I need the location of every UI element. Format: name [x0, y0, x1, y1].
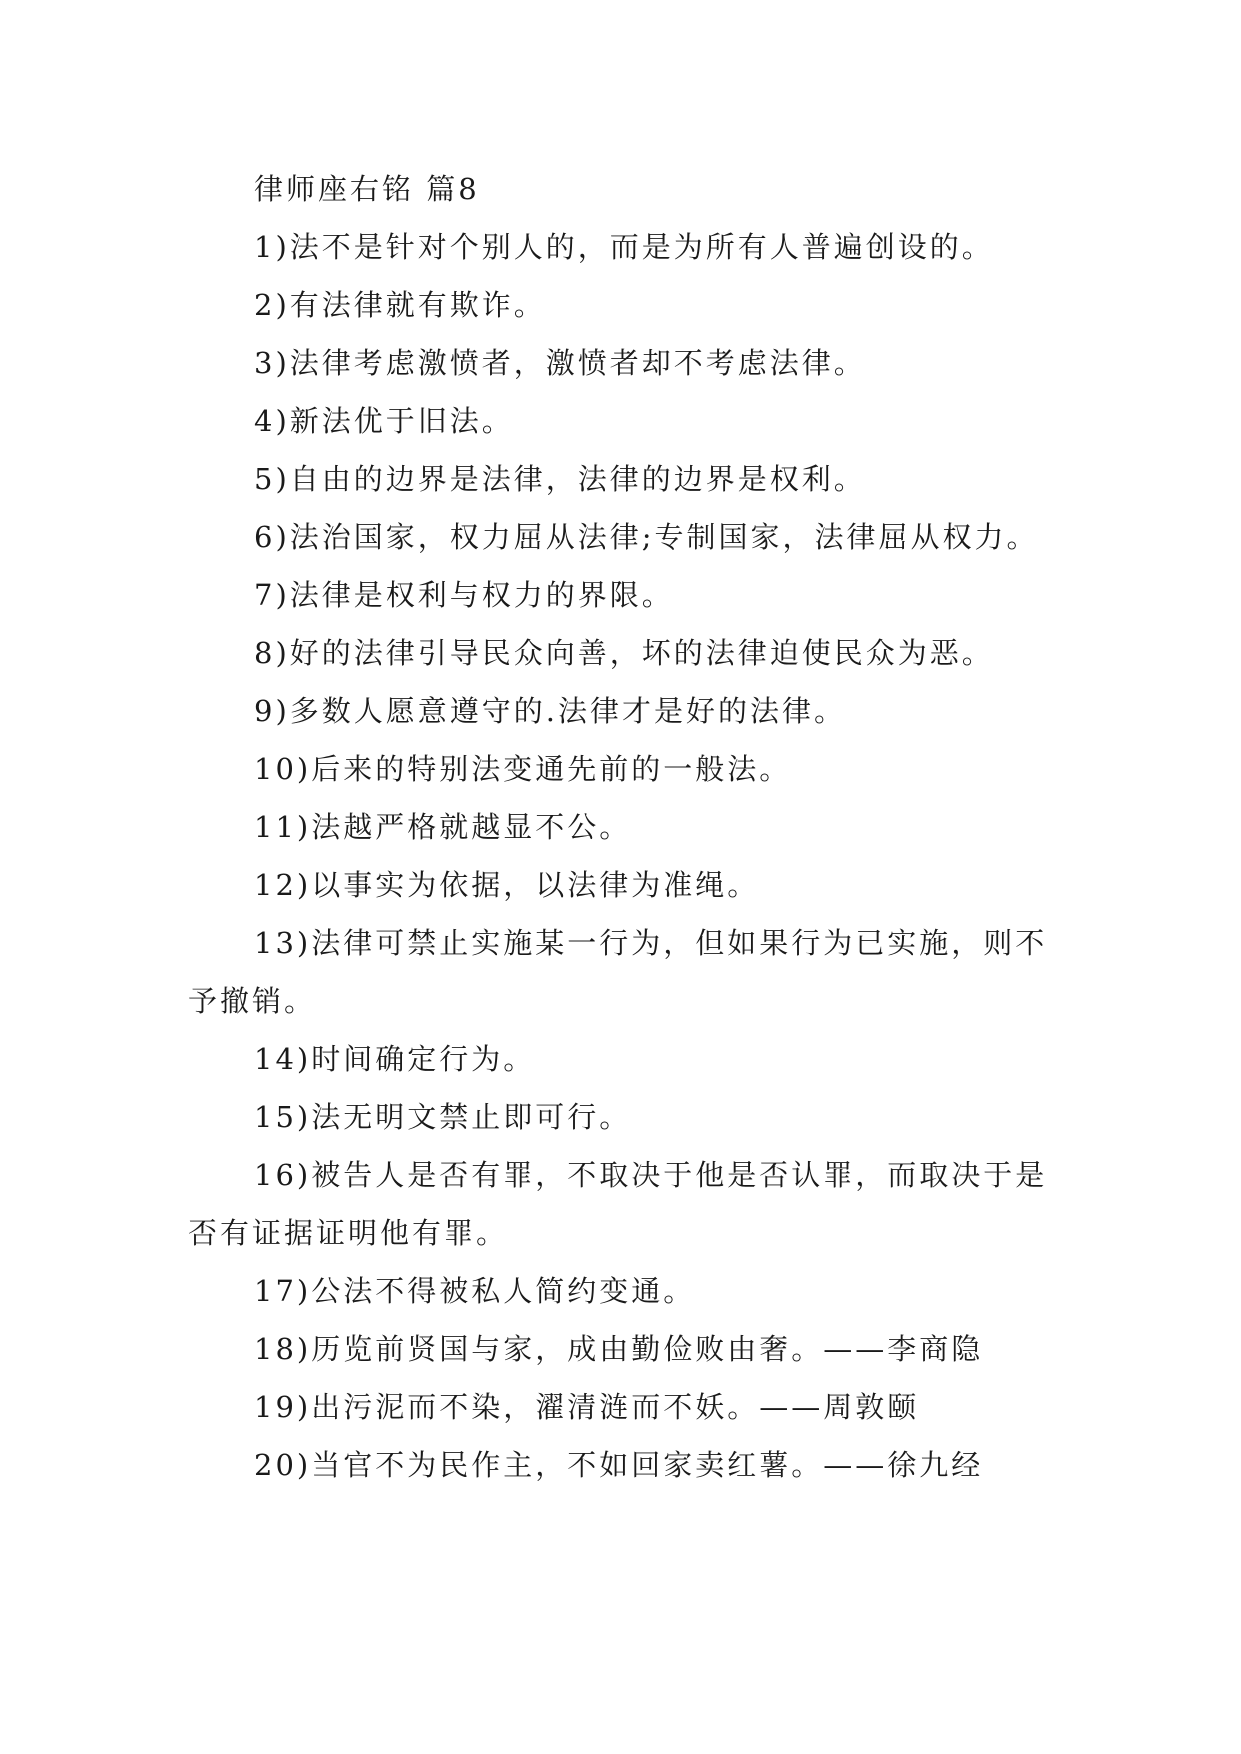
- section-title: 律师座右铭 篇8: [254, 172, 480, 206]
- list-item: 4)新法优于旧法。: [254, 404, 514, 438]
- list-item: 6)法治国家，权力屈从法律;专制国家，法律屈从权力。: [254, 520, 1039, 554]
- list-item: 12)以事实为依据，以法律为准绳。: [254, 868, 760, 902]
- list-item: 20)当官不为民作主，不如回家卖红薯。——徐九经: [254, 1448, 984, 1482]
- document-body: [188, 160, 1064, 1494]
- list-item: 5)自由的边界是法律，法律的边界是权利。: [254, 462, 866, 496]
- list-item: 3)法律考虑激愤者，激愤者却不考虑法律。: [254, 346, 866, 380]
- list-item: 19)出污泥而不染，濯清涟而不妖。——周敦颐: [254, 1390, 920, 1424]
- list-item: 16)被告人是否有罪，不取决于他是否认罪，而取决于是否有证据证明他有罪。: [188, 1158, 1048, 1250]
- list-item: 1)法不是针对个别人的，而是为所有人普遍创设的。: [254, 230, 994, 264]
- list-item: 18)历览前贤国与家，成由勤俭败由奢。——李商隐: [254, 1332, 984, 1366]
- list-item: 2)有法律就有欺诈。: [254, 288, 546, 322]
- list-item: 13)法律可禁止实施某一行为，但如果行为已实施，则不予撤销。: [188, 926, 1048, 1018]
- list-item: 14)时间确定行为。: [254, 1042, 536, 1076]
- list-item: 9)多数人愿意遵守的.法律才是好的法律。: [254, 694, 846, 728]
- list-item: 15)法无明文禁止即可行。: [254, 1100, 632, 1134]
- list-item: 8)好的法律引导民众向善，坏的法律迫使民众为恶。: [254, 636, 994, 670]
- list-item: 7)法律是权利与权力的界限。: [254, 578, 674, 612]
- list-item: 10)后来的特别法变通先前的一般法。: [254, 752, 792, 786]
- list-item: 11)法越严格就越显不公。: [254, 810, 632, 844]
- list-item: 17)公法不得被私人简约变通。: [254, 1274, 696, 1308]
